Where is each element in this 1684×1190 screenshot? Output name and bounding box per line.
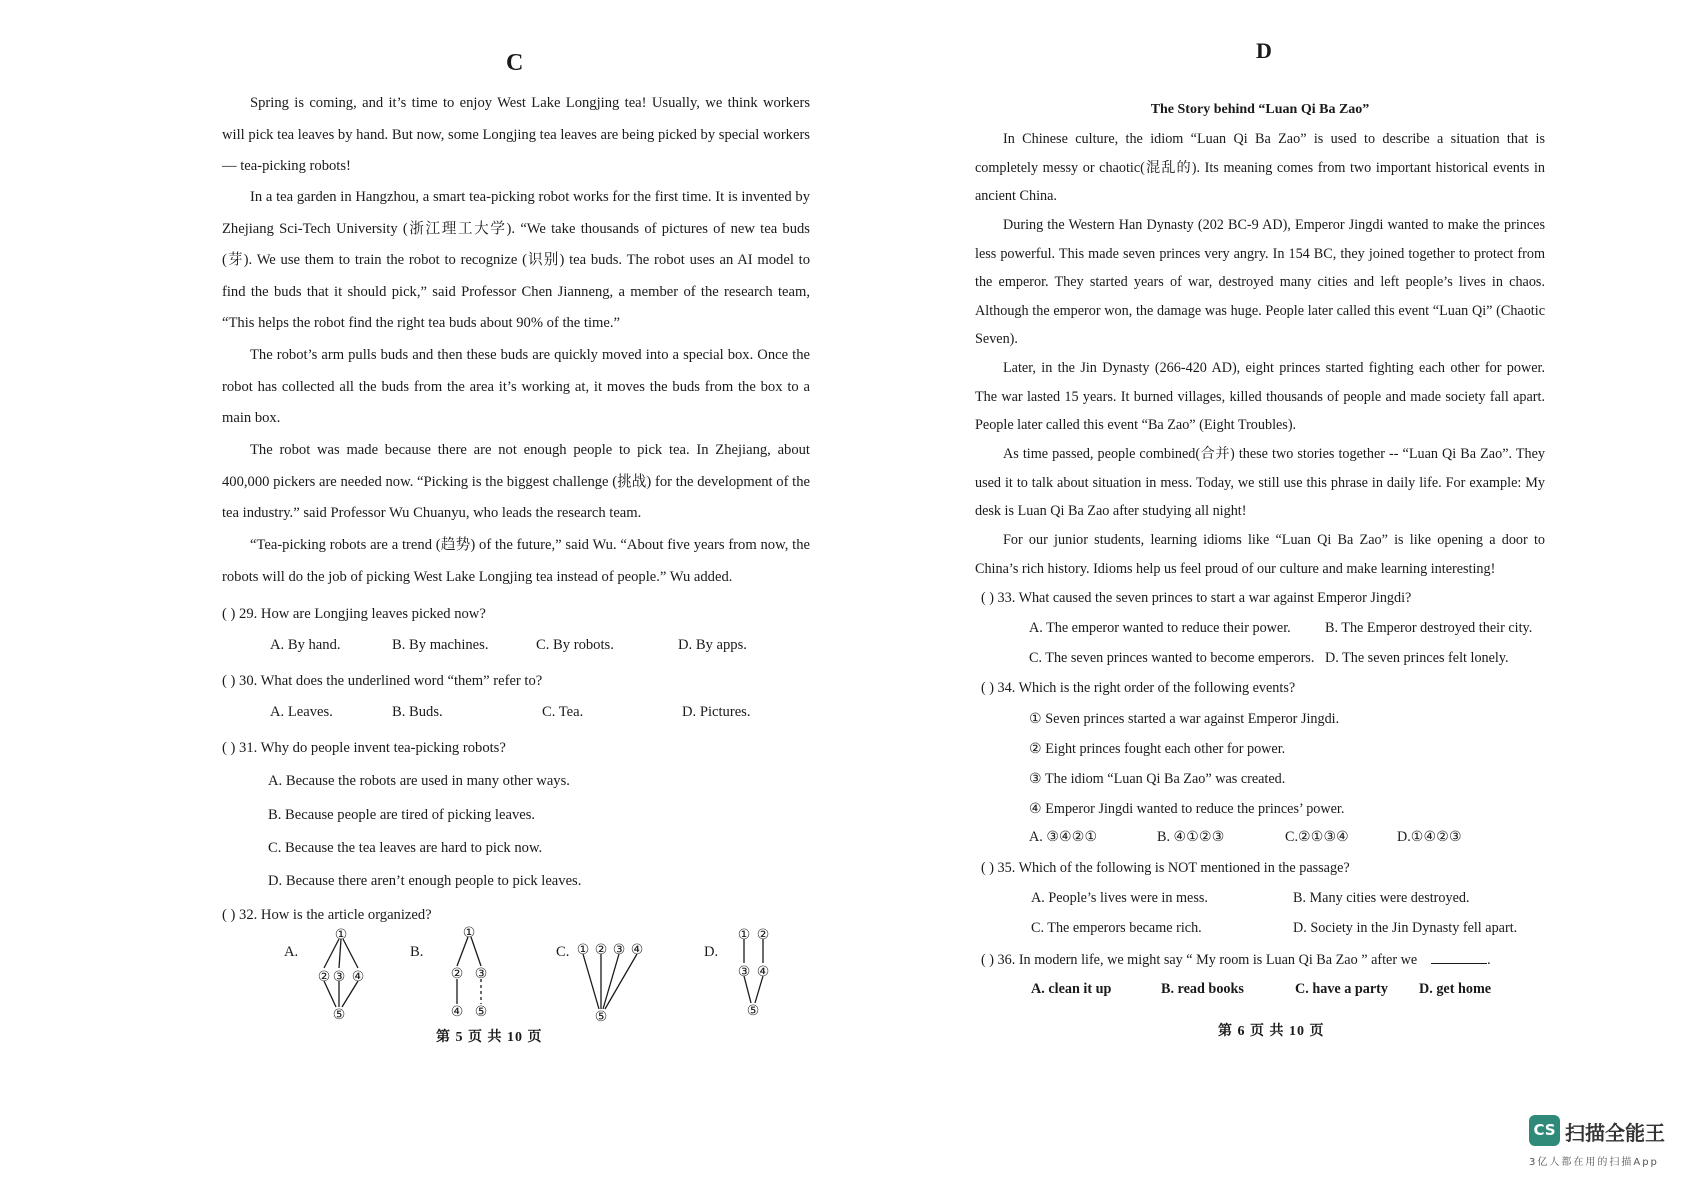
diagram-node: ⑤	[332, 1007, 346, 1023]
q30-option-c[interactable]: C. Tea.	[542, 704, 584, 720]
diagram-node: ①	[334, 927, 348, 943]
diagram-node: ⑤	[746, 1003, 760, 1019]
question-32-stem: ( ) 32. How is the article organized?	[222, 907, 432, 923]
passage-d-paragraph-5: For our junior students, learning idioms like “Luan Qi Ba Zao” is like opening a door to China’s rich history. Idioms help us feel proud of our culture and make learning interesting!	[975, 532, 1545, 577]
passage-d-paragraph-3: Later, in the Jin Dynasty (266-420 AD), eight princes started fighting each other for power. The war lasted 15 years. It burned villages, killed thousands of people and made society fall apart. People later called this event “Ba Zao” (Eight Troubles).	[975, 360, 1545, 434]
section-d-title: D	[1256, 38, 1272, 63]
passage-d-paragraph-1: In Chinese culture, the idiom “Luan Qi Ba Zao” is used to describe a situation that is completely messy or chaotic(混乱的). Its meaning comes from two important historical events in ancient China.	[975, 131, 1545, 205]
diagram-node: ②	[756, 927, 770, 943]
q33-option-b[interactable]: B. The Emperor destroyed their city.	[1325, 620, 1533, 636]
q31-option-a[interactable]: A. Because the robots are used in many other ways.	[268, 773, 570, 789]
q29-option-d[interactable]: D. By apps.	[678, 637, 747, 653]
q34-option-a[interactable]: A. ③④②①	[1029, 829, 1098, 845]
q34-event-2: ② Eight princes fought each other for power.	[1029, 741, 1286, 757]
q33-option-c[interactable]: C. The seven princes wanted to become emperors.	[1029, 650, 1315, 666]
question-30-stem: ( ) 30. What does the underlined word “them” refer to?	[222, 673, 543, 689]
q35-option-c[interactable]: C. The emperors became rich.	[1031, 920, 1202, 936]
section-c-title: C	[506, 50, 524, 76]
q32-option-c[interactable]: C.	[556, 944, 570, 960]
structure-diagrams	[222, 925, 810, 1035]
diagram-node: ②	[594, 942, 608, 958]
diagram-node: ④	[351, 969, 365, 985]
diagram-node: ①	[462, 925, 476, 941]
page-number-5: 第 5 页 共 10 页	[436, 1030, 543, 1045]
diagram-node: ③	[737, 964, 751, 980]
diagram-node: ⑤	[594, 1009, 608, 1025]
q33-option-a[interactable]: A. The emperor wanted to reduce their power.	[1029, 620, 1291, 636]
q34-event-1: ① Seven princes started a war against Emperor Jingdi.	[1029, 711, 1340, 727]
diagram-node: ④	[630, 942, 644, 958]
q34-option-d[interactable]: D.①④②③	[1397, 829, 1462, 845]
q36-option-b[interactable]: B. read books	[1161, 981, 1244, 997]
q34-option-b[interactable]: B. ④①②③	[1157, 829, 1225, 845]
q31-option-c[interactable]: C. Because the tea leaves are hard to pick now.	[268, 840, 543, 856]
question-31-stem: ( ) 31. Why do people invent tea-picking robots?	[222, 740, 506, 756]
q36-stem-text: ( ) 36. In modern life, we might say “ My room is Luan Qi Ba Zao ” after we	[981, 952, 1418, 968]
q34-event-3: ③ The idiom “Luan Qi Ba Zao” was created.	[1029, 771, 1286, 787]
question-36-stem	[981, 951, 1491, 969]
q29-option-a[interactable]: A. By hand.	[270, 637, 341, 653]
page-number-6: 第 6 页 共 10 页	[1218, 1024, 1325, 1039]
passage-c-paragraph-5: “Tea-picking robots are a trend (趋势) of the future,” said Wu. “About five years from now, the robots will do the job of picking West Lake Longjing tea instead of people.” Wu added.	[222, 537, 810, 585]
passage-c-paragraph-1: Spring is coming, and it’s time to enjoy West Lake Longjing tea! Usually, we think workers will pick tea leaves by hand. But now, some Longjing tea leaves are being picked by special workers — tea-picking robots!	[222, 95, 810, 175]
q29-option-b[interactable]: B. By machines.	[392, 637, 489, 653]
diagram-node: ①	[576, 942, 590, 958]
q36-option-d[interactable]: D. get home	[1419, 981, 1492, 997]
diagram-node: ③	[332, 969, 346, 985]
passage-d-paragraph-4: As time passed, people combined(合并) these two stories together -- “Luan Qi Ba Zao”. They used it to talk about situation in mess. Today, we still use this phrase in daily life. For example: My desk is Luan Qi Ba Zao after studying all night!	[975, 446, 1545, 520]
q32-option-b[interactable]: B.	[410, 944, 424, 960]
question-29-stem: ( ) 29. How are Longjing leaves picked now?	[222, 606, 486, 622]
q34-event-4: ④ Emperor Jingdi wanted to reduce the princes’ power.	[1029, 801, 1345, 817]
scanner-app-name: 扫描全能王	[1565, 1121, 1665, 1145]
diagram-node: ②	[317, 969, 331, 985]
q36-answer-blank[interactable]	[1431, 951, 1487, 964]
q35-option-b[interactable]: B. Many cities were destroyed.	[1293, 890, 1470, 906]
diagram-node: ③	[474, 966, 488, 982]
q32-option-a[interactable]: A.	[284, 944, 299, 960]
diagram-node: ①	[737, 927, 751, 943]
q30-option-a[interactable]: A. Leaves.	[270, 704, 333, 720]
scanner-app-tagline: 3亿人都在用的扫描App	[1529, 1157, 1659, 1168]
question-34-stem: ( ) 34. Which is the right order of the following events?	[981, 680, 1296, 696]
diagram-node: ④	[450, 1004, 464, 1020]
camscanner-logo-icon: CS	[1529, 1115, 1560, 1146]
q33-option-d[interactable]: D. The seven princes felt lonely.	[1325, 650, 1509, 666]
question-33-stem: ( ) 33. What caused the seven princes to start a war against Emperor Jingdi?	[981, 590, 1412, 606]
q36-option-a[interactable]: A. clean it up	[1031, 981, 1112, 997]
q30-option-d[interactable]: D. Pictures.	[682, 704, 751, 720]
q34-option-c[interactable]: C.②①③④	[1285, 829, 1349, 845]
q36-option-c[interactable]: C. have a party	[1295, 981, 1389, 997]
q35-option-d[interactable]: D. Society in the Jin Dynasty fell apart.	[1293, 920, 1518, 936]
q32-option-d[interactable]: D.	[704, 944, 719, 960]
diagram-node: ②	[450, 966, 464, 982]
q35-option-a[interactable]: A. People’s lives were in mess.	[1031, 890, 1208, 906]
q36-stem-end: .	[1487, 952, 1491, 968]
q30-option-b[interactable]: B. Buds.	[392, 704, 443, 720]
diagram-node: ⑤	[474, 1004, 488, 1020]
passage-d-paragraph-2: During the Western Han Dynasty (202 BC-9 AD), Emperor Jingdi wanted to make the princes less powerful. This made seven princes very angry. In 154 BC, they joined together to protect from the emperor. They started years of war, destroyed many cities and left people’s lives in chaos. Although the emperor won, the damage was huge. People later called this event “Luan Qi” (Chaotic Seven).	[975, 217, 1545, 348]
diagram-node: ③	[612, 942, 626, 958]
article-title: The Story behind “Luan Qi Ba Zao”	[1150, 102, 1370, 117]
passage-c-paragraph-2: In a tea garden in Hangzhou, a smart tea-picking robot works for the first time. It is invented by Zhejiang Sci-Tech University (浙江理工大学). “We take thousands of pictures of new tea buds (芽). We use them to train the robot to recognize (识别) tea buds. The robot uses an AI model to find the buds that it should pick,” said Professor Chen Jianneng, a member of the research team, “This helps the robot find the right tea buds about 90% of the time.”	[222, 189, 810, 332]
q31-option-b[interactable]: B. Because people are tired of picking leaves.	[268, 807, 536, 823]
diagram-node: ④	[756, 964, 770, 980]
passage-c-paragraph-4: The robot was made because there are not enough people to pick tea. In Zhejiang, about 400,000 pickers are needed now. “Picking is the biggest challenge (挑战) for the development of the tea industry.” said Professor Wu Chuanyu, who leads the research team.	[222, 442, 810, 522]
passage-c-paragraph-3: The robot’s arm pulls buds and then these buds are quickly moved into a special box. Once the robot has collected all the buds from the area it’s working at, it moves the buds from the box to a main box.	[222, 347, 810, 427]
question-35-stem: ( ) 35. Which of the following is NOT mentioned in the passage?	[981, 860, 1350, 876]
q31-option-d[interactable]: D. Because there aren’t enough people to pick leaves.	[268, 873, 582, 889]
q29-option-c[interactable]: C. By robots.	[536, 637, 614, 653]
